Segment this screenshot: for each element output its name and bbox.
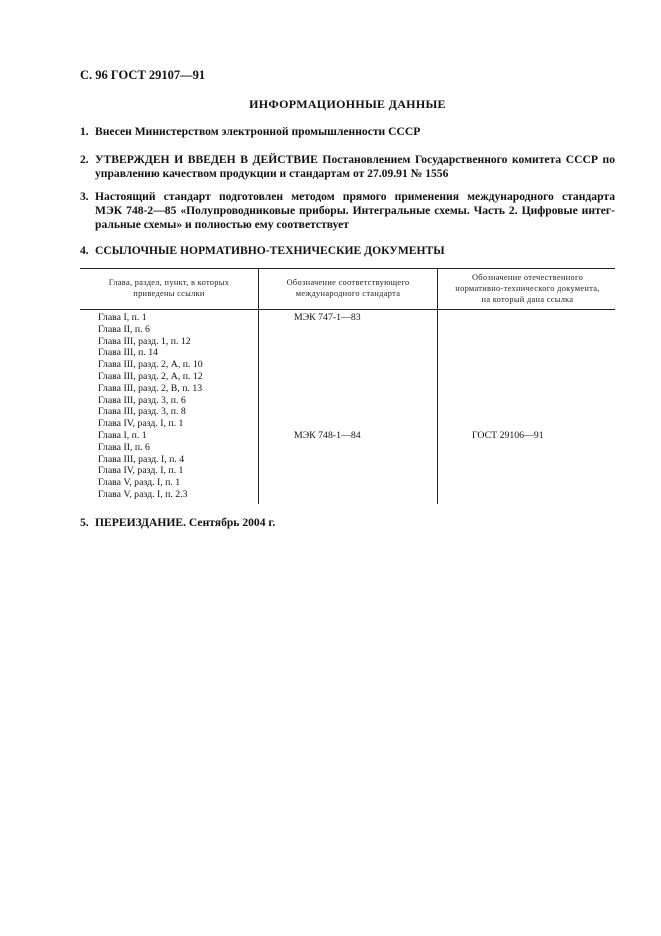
reference-row: Глава V, разд. I, п. 2.3 (98, 488, 188, 500)
item-number: 2. (80, 153, 89, 166)
header-line: международного стандарта (295, 289, 401, 298)
item-line: УТВЕРЖДЕН И ВВЕДЕН В ДЕЙСТВИЕ Постановлением Государственного комитета СССР по (95, 153, 615, 166)
item-line: ральные схемы» и полностью ему соответствует (95, 218, 349, 231)
table-top-rule (80, 268, 615, 269)
reference-row: Глава IV, разд. I, п. 1 (98, 418, 184, 430)
header-line: Обозначение отечественного (471, 273, 584, 282)
reference-row: Глава III, разд. 2, А, п. 12 (98, 370, 203, 382)
table-header-rule (80, 309, 615, 310)
header-line: на который дана ссылка (481, 295, 574, 304)
reference-row: Глава III, п. 14 (98, 347, 159, 359)
intl-standard-cell: МЭК 747-1—83 (294, 312, 361, 323)
info-item-2 (80, 153, 615, 181)
page-header: С. 96 ГОСТ 29107—91 (80, 68, 206, 82)
reference-row: Глава II, п. 6 (98, 441, 150, 453)
item-number: 5. (80, 516, 89, 529)
item-line: Внесен Министерством электронной промышленности СССР (95, 125, 421, 138)
header-line: Глава, раздел, пункт, в которых (108, 278, 230, 287)
reference-row: Глава II, п. 6 (98, 323, 150, 335)
item-line: МЭК 748-2—85 «Полупроводниковые приборы. Интегральные схемы. Часть 2. Цифровые интег- (95, 204, 615, 217)
item-number: 3. (80, 190, 89, 203)
header-line: приведены ссылки (133, 289, 205, 298)
section-number: 4. (80, 244, 89, 257)
column-header-intl-standard (262, 277, 434, 299)
references-table (80, 268, 615, 504)
references-list (98, 312, 203, 501)
reissue-note: ПЕРЕИЗДАНИЕ. Сентябрь 2004 г. (95, 516, 276, 529)
reference-row: Глава V, разд. I, п. 1 (98, 477, 181, 489)
column-header-national-doc (440, 272, 615, 305)
column-header-references (84, 277, 254, 299)
reference-row: Глава III, разд. 1, п. 12 (98, 335, 191, 347)
reference-row: Глава III, разд. 2, В, п. 13 (98, 382, 203, 394)
reference-row: Глава IV, разд. I, п. 1 (98, 465, 184, 477)
header-line: Обозначение соответствующего (286, 278, 410, 287)
header-line: нормативно-технического документа, (455, 284, 600, 293)
reference-row: Глава I, п. 1 (98, 312, 147, 323)
item-line: управлению качеством продукции и стандартам от 27.09.91 № 1556 (95, 167, 449, 180)
national-doc-cell: ГОСТ 29106—91 (472, 430, 544, 441)
reference-row: Глава I, п. 1 (98, 429, 147, 441)
section-title: ССЫЛОЧНЫЕ НОРМАТИВНО-ТЕХНИЧЕСКИЕ ДОКУМЕНТЫ (95, 244, 445, 257)
intl-standard-cell: МЭК 748-1—84 (294, 430, 361, 441)
info-item-3 (80, 190, 615, 232)
item-number: 1. (80, 125, 89, 138)
document-title: ИНФОРМАЦИОННЫЕ ДАННЫЕ (249, 97, 446, 111)
item-line: Настоящий стандарт подготовлен методом прямого применения международного стандарта (95, 190, 615, 203)
column-divider (437, 268, 438, 504)
reference-row: Глава III, разд. 3, п. 8 (98, 406, 186, 418)
reference-row: Глава III, разд. 2, А, п. 10 (98, 359, 203, 371)
reference-row: Глава III, разд. 3, п. 6 (98, 394, 186, 406)
reference-row: Глава III, разд. I, п. 4 (98, 453, 185, 465)
info-item-1 (80, 125, 615, 139)
column-divider (258, 268, 259, 504)
